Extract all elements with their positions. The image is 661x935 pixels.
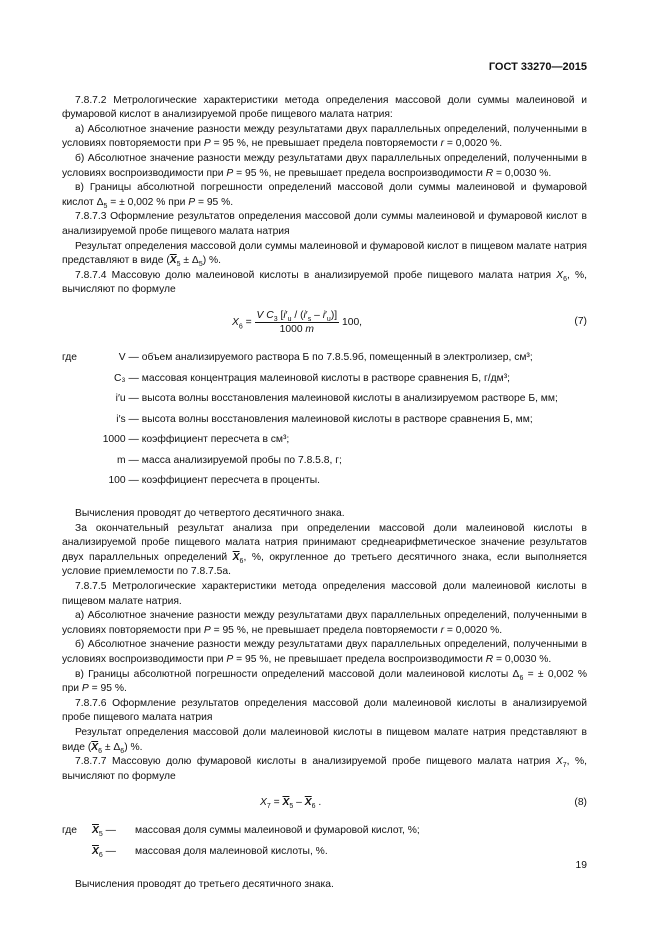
legend-row: i′s — высота волны восстановления малеиновой кислоты в растворе сравнения Б, мм;: [116, 413, 533, 425]
formula-8-number: (8): [574, 797, 587, 809]
legend-row: 100 — коэффициент пересчета в проценты.: [108, 475, 320, 487]
formula-8: [62, 792, 587, 818]
formula-8-expression: $X_7 = \overline{X}_5 - \overline{X}_6$ .: [260, 797, 322, 811]
paragraph: 7.8.7.7 Массовую долю фумаровой кислоты в анализируемой пробе пищевого малата натрия $X_7$, %, вычисляют по формуле: [62, 756, 587, 782]
formula-8-legend: [62, 822, 420, 863]
legend-row: m — масса анализируемой пробы по 7.8.5.8, г;: [117, 454, 342, 466]
paragraph: Результат определения массовой доли малеиновой кислоты в пищевом малате натрия представляют в виде $(\overline{X}_6 \pm \Delta_6)$ %.: [62, 726, 587, 755]
paragraph: Вычисления проводят до четвертого десятичного знака.: [75, 508, 345, 520]
standard-header: ГОСТ 33270—2015: [488, 61, 587, 73]
page-number: 19: [575, 860, 587, 871]
legend-row: 1000 — коэффициент пересчета в см³;: [102, 434, 290, 446]
formula-7-legend: [62, 349, 587, 493]
paragraph: 7.8.7.4 Массовую долю малеиновой кислоты в анализируемой пробе пищевого малата натрия $X_6$, %, вычисляют по формуле: [62, 269, 587, 296]
paragraph: 7.8.7.3 Оформление результатов определения массовой доли суммы малеиновой и фумаровой кислот в анализируемой пробе пищевого малата натрия: [62, 211, 587, 237]
legend-row: i′u — высота волны восстановления малеиновой кислоты в анализируемом растворе Б, мм;: [115, 393, 558, 405]
formula-7-expression: $X_6$ = $\frac{V C_3 [i'_u / (i'_s - i'_u)]}{1000 m}$ 100,: [232, 309, 363, 335]
paragraph: 7.8.7.2 Метрологические характеристики метода определения массовой доли суммы малеиновой и фумаровой кислот в анализируемой пробе пищевого малата натрия:: [62, 94, 587, 121]
paragraph: Результат определения массовой доли суммы малеиновой и фумаровой кислот в пищевом малате натрия представляют в виде $(\overline{X}_5 \pm \Delta_5)$ %.: [62, 240, 587, 269]
paragraph: Вычисления проводят до третьего десятичного знака.: [75, 878, 334, 890]
paragraph: б) Абсолютное значение разности между результатами двух параллельных определений, полученными в условиях воспроизводимости при P = 95 %, не превышает предела воспроизводимости R = 0,0030 %.: [62, 152, 587, 179]
legend-row: где $\overline{X}_5$ — массовая доля суммы малеиновой и фумаровой кислот, %;: [62, 825, 420, 839]
paragraph: в) Границы абсолютной погрешности определений массовой доли малеиновой кислоты $\Delta_6$ = ± 0,002 % при P = 95 %.: [62, 668, 588, 695]
paragraph: а) Абсолютное значение разности между результатами двух параллельных определений, полученными в условиях повторяемости при P = 95 %, не превышает предела повторяемости r = 0,0020 %.: [62, 123, 587, 150]
legend-row: $\overline{X}_6$ — массовая доля малеиновой кислоты, %.: [92, 845, 328, 859]
formula-7: [62, 304, 587, 344]
legend-row: где V — объем анализируемого раствора Б по 7.8.5.9б, помещенный в электролизер, см³;: [62, 351, 533, 363]
paragraph: За окончательный результат анализа при определении массовой доли малеиновой кислоты в анализируемой пробе пищевого малата натрия принимают среднеарифметическое значение результатов двух параллельных определений $\overline{X}_6$, %, округленное до третьего десятичного знака, если выполняется условие приемлемости по 7.8.7.5а.: [62, 522, 588, 578]
paragraph: в) Границы абсолютной погрешности определений массовой доли суммы малеиновой и фумаровой кислот $\Delta_5$ = ± 0,002 % при P = 95 %.: [62, 182, 587, 210]
legend-row: C₃ — массовая концентрация малеиновой кислоты в растворе сравнения Б, г/дм³;: [113, 372, 511, 384]
paragraph: 7.8.7.5 Метрологические характеристики метода определения массовой доли малеиновой кислоты в пищевом малате натрия.: [62, 581, 587, 607]
formula-7-number: (7): [574, 315, 587, 327]
paragraph: б) Абсолютное значение разности между результатами двух параллельных определений, полученными в условиях воспроизводимости при P = 95 %, не превышает предела воспроизводимости R = 0,0030 %.: [62, 639, 587, 665]
paragraph: 7.8.7.6 Оформление результатов определения массовой доли малеиновой кислоты в анализируемой пробе пищевого малата натрия: [62, 697, 587, 724]
paragraph: а) Абсолютное значение разности между результатами двух параллельных определений, полученными в условиях повторяемости при P = 95 %, не превышает предела повторяемости r = 0,0020 %.: [62, 610, 587, 636]
